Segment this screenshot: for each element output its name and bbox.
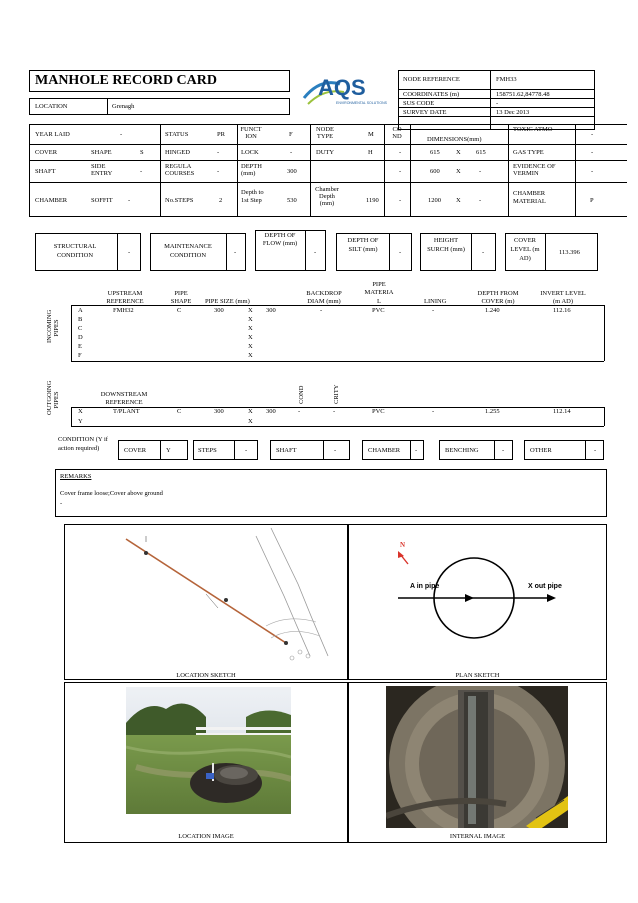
outgoing-row-x: X <box>248 408 253 415</box>
incoming-row-shape: C <box>177 307 182 314</box>
status-label: STATUS <box>165 131 189 138</box>
location-sketch <box>66 526 346 668</box>
hdr-pipe-shape: PIPE SHAPE <box>170 290 192 306</box>
incoming-row-invert: 112.16 <box>553 307 571 314</box>
dimensions-label: DIMENSIONS(mm) <box>427 136 482 143</box>
page-title: MANHOLE RECORD CARD <box>35 73 217 88</box>
cover-level-label: COVER LEVEL (m AD) <box>510 237 540 262</box>
hdr-crity: CRITY <box>333 384 340 404</box>
cond-other-divider <box>585 440 586 460</box>
cond-benching-divider <box>494 440 495 460</box>
cond-chamber-divider <box>410 440 411 460</box>
sus-code-value: - <box>496 100 499 107</box>
outgoing-row-shape: C <box>177 408 182 415</box>
regula-value: - <box>217 168 220 175</box>
sus-code-label: SUS CODE <box>403 100 435 107</box>
soffit-value: - <box>128 197 131 204</box>
hdr-depth-from-cover: DEPTH FROM COVER (m) <box>477 290 519 306</box>
plan-sketch <box>352 540 602 660</box>
incoming-hline-bottom <box>71 361 604 362</box>
outgoing-row-material: PVC <box>372 408 385 415</box>
gas-type-label: GAS TYPE <box>513 149 544 156</box>
incoming-row-h: 300 <box>266 307 276 314</box>
cond-steps-value: - <box>245 447 248 454</box>
function-value: F <box>289 131 293 138</box>
node-ref-value: FMH33 <box>496 76 517 83</box>
depth-step-label: Depth to 1st Step <box>241 189 264 205</box>
incoming-row-id: D <box>78 334 83 341</box>
grid-vline-7 <box>575 124 576 217</box>
plan-north-label: N <box>400 541 406 549</box>
maintenance-label: MAINTENANCE CONDITION <box>164 243 212 260</box>
depth-step-value: 530 <box>287 197 297 204</box>
outgoing-row-crity: - <box>333 408 336 415</box>
shape-label: SHAPE <box>91 149 112 156</box>
node-ref-divider <box>490 70 491 130</box>
row2-dim2: 615 <box>476 149 486 156</box>
node-ref-hline-4 <box>398 116 595 117</box>
outgoing-hline-bottom <box>71 426 604 427</box>
incoming-row-lining: - <box>432 307 435 314</box>
grid-vline-2 <box>237 124 238 217</box>
hdr-upstream: UPSTREAM REFERENCE <box>106 290 144 306</box>
cond-benching-label: BENCHING <box>445 447 479 454</box>
outgoing-pipes-label <box>46 380 60 420</box>
outgoing-row-cond: - <box>298 408 301 415</box>
logo-text: AQS <box>318 75 366 100</box>
incoming-row-depth: 1.240 <box>485 307 500 314</box>
surch-value: - <box>482 249 485 256</box>
incoming-row-x: X <box>248 352 253 359</box>
grid-hline-2 <box>29 160 627 161</box>
remarks-line2: - <box>60 500 63 507</box>
outgoing-row-ref: T/PLANT <box>113 408 140 415</box>
incoming-row-id: E <box>78 343 82 350</box>
internal-image <box>386 686 568 828</box>
chamber-material-label: CHAMBER MATERIAL <box>513 190 546 206</box>
row2-dim1: 615 <box>430 149 440 156</box>
cond-cover-divider <box>160 440 161 460</box>
hinged-label: HINGED <box>165 149 190 156</box>
soffit-label: SOFFIT <box>91 197 113 204</box>
cond-label: CO ND <box>392 126 402 140</box>
grid-vline-3 <box>310 124 311 217</box>
row4-dim1: 1200 <box>428 197 441 204</box>
outgoing-pipes-text: OUTGOING PIPES <box>46 380 61 415</box>
row2-dim-x: X <box>456 149 461 156</box>
plan-out-label: X out pipe <box>528 583 562 590</box>
row4-dim-x: X <box>456 197 461 204</box>
hdr-material: PIPE MATERIA L <box>364 281 394 305</box>
incoming-row-x: X <box>248 343 253 350</box>
cond-shaft-label: SHAFT <box>276 447 297 454</box>
coords-value: 158751.62,84778.48 <box>496 91 550 98</box>
row3-dim-x: X <box>456 168 461 175</box>
outgoing-row-invert: 112.14 <box>553 408 571 415</box>
row2-cond-value: - <box>399 149 402 156</box>
surch-divider <box>471 233 472 271</box>
regula-label: REGULA COURSES <box>165 163 195 178</box>
grid-vline-1 <box>160 124 161 217</box>
depth-value: 300 <box>287 168 297 175</box>
survey-date-label: SURVEY DATE <box>403 109 447 116</box>
incoming-row-id: A <box>78 307 83 314</box>
condition-label: CONDITION (Y if action required) <box>58 436 108 452</box>
location-image <box>126 687 291 814</box>
chamber-depth-value: 1190 <box>366 197 379 204</box>
incoming-vline-left <box>71 305 72 361</box>
cond-chamber-label: CHAMBER <box>368 447 401 454</box>
outgoing-row-w: 300 <box>214 408 224 415</box>
hdr-invert-level: INVERT LEVEL (m AD) <box>540 290 586 306</box>
cover-level-value: 113.396 <box>559 249 580 256</box>
location-box <box>29 98 290 115</box>
node-ref-hline-3 <box>398 107 595 108</box>
chamber-depth-label: Chamber Depth (mm) <box>315 186 339 207</box>
chamber-label: CHAMBER <box>35 197 68 204</box>
outgoing-vline-right <box>604 407 605 426</box>
incoming-row-id: F <box>78 352 82 359</box>
hdr-downstream: DOWNSTREAM REFERENCE <box>100 391 148 407</box>
plan-sketch-caption: PLAN SKETCH <box>455 672 500 679</box>
lock-label: LOCK <box>241 149 259 156</box>
hdr-backdrop: BACKDROP DIAM (mm) <box>306 290 342 306</box>
incoming-row-id: B <box>78 316 83 323</box>
silt-label: DEPTH OF SILT (mm) <box>347 237 379 253</box>
hdr-cond: COND <box>298 385 305 404</box>
row3-cond-value: - <box>399 168 402 175</box>
location-divider <box>107 98 108 115</box>
grid-hline-3 <box>29 182 627 183</box>
maintenance-value: - <box>234 249 237 256</box>
incoming-row-x: X <box>248 316 253 323</box>
node-type-value: M <box>368 131 374 138</box>
toxic-value: - <box>591 131 594 138</box>
cond-cover-value: Y <box>166 447 171 454</box>
outgoing-row-h: 300 <box>266 408 276 415</box>
incoming-pipes-label <box>46 304 60 352</box>
incoming-row-w: 300 <box>214 307 224 314</box>
structural-value: - <box>128 249 131 256</box>
incoming-row-x: X <box>248 307 253 314</box>
cond-cover-label: COVER <box>124 447 147 454</box>
outgoing-row-depth: 1.255 <box>485 408 500 415</box>
row3-dim1: 600 <box>430 168 440 175</box>
outgoing-row-lining: - <box>432 408 435 415</box>
cond-shaft-value: - <box>334 447 337 454</box>
node-ref-hline-1 <box>398 89 595 90</box>
surch-label: HEIGHT SURCH (mm) <box>427 237 465 253</box>
hdr-lining: LINING <box>424 298 447 305</box>
logo-subtext: ENVIRONMENTAL SOLUTIONS <box>336 101 387 105</box>
grid-hline-1 <box>29 144 627 145</box>
node-type-label: NODE TYPE <box>315 126 335 140</box>
node-ref-label: NODE REFERENCE <box>403 76 460 83</box>
cond-other-value: - <box>594 447 597 454</box>
company-logo <box>300 74 390 112</box>
year-laid-label: YEAR LAID <box>35 131 70 138</box>
hdr-pipe-size: PIPE SIZE (mm) <box>205 298 250 305</box>
row3-dim2: - <box>479 168 482 175</box>
location-label: LOCATION <box>35 103 68 110</box>
incoming-row-ref: FMH32 <box>113 307 134 314</box>
toxic-label: TOXIC ATMO <box>513 126 553 133</box>
location-value: Grenagh <box>112 103 135 110</box>
cond-shaft-divider <box>323 440 324 460</box>
steps-value: 2 <box>219 197 223 204</box>
row4-cond-value: - <box>399 197 402 204</box>
depth-label: DEPTH (mm) <box>241 163 262 178</box>
lock-value: - <box>290 149 293 156</box>
vermin-label: EVIDENCE OF VERMIN <box>513 163 556 178</box>
outgoing-vline-left <box>71 407 72 426</box>
remarks-line1: Cover frame loose;Cover above ground <box>60 490 163 497</box>
outgoing-row-id: Y <box>78 418 83 425</box>
hinged-value: - <box>217 149 220 156</box>
flow-value: - <box>314 249 317 256</box>
duty-label: DUTY <box>316 149 335 156</box>
row4-dim2: - <box>479 197 482 204</box>
incoming-row-x: X <box>248 325 253 332</box>
side-entry-value: - <box>140 168 143 175</box>
cond-chamber-value: - <box>415 447 418 454</box>
node-ref-hline-2 <box>398 98 595 99</box>
structural-divider <box>117 233 118 271</box>
grid-vline-5 <box>410 124 411 217</box>
side-entry-label: SIDE ENTRY <box>91 163 113 178</box>
remarks-label: REMARKS <box>60 473 92 480</box>
incoming-pipes-text: INCOMING PIPES <box>46 309 61 343</box>
flow-divider <box>305 230 306 271</box>
cond-other-label: OTHER <box>530 447 552 454</box>
coords-label: COORDINATES (m) <box>403 91 460 98</box>
cover-label: COVER <box>35 149 58 156</box>
grid-vline-6 <box>508 124 509 217</box>
maintenance-divider <box>226 233 227 271</box>
incoming-row-id: C <box>78 325 83 332</box>
cond-steps-divider <box>234 440 235 460</box>
chamber-material-value: P <box>590 197 594 204</box>
cond-steps-label: STEPS <box>198 447 217 454</box>
status-value: PR <box>217 131 225 138</box>
structural-label: STRUCTURAL CONDITION <box>53 243 97 260</box>
incoming-vline-right <box>604 305 605 361</box>
flow-label: DEPTH OF FLOW (mm) <box>262 232 298 248</box>
survey-date-value: 13 Dec 2013 <box>496 109 530 116</box>
outgoing-hline-top <box>71 407 604 408</box>
shape-value: S <box>140 149 144 156</box>
year-laid-value: - <box>120 131 123 138</box>
outgoing-row-x: X <box>248 418 253 425</box>
duty-value: H <box>368 149 373 156</box>
grid-vline-4 <box>384 124 385 217</box>
location-sketch-caption: LOCATION SKETCH <box>176 672 236 679</box>
location-image-caption: LOCATION IMAGE <box>178 833 234 840</box>
silt-value: - <box>399 249 402 256</box>
silt-divider <box>389 233 390 271</box>
cover-level-divider <box>545 233 546 271</box>
incoming-row-backdrop: - <box>320 307 323 314</box>
vermin-value: - <box>591 168 594 175</box>
plan-in-label: A in pipe <box>410 583 440 590</box>
outgoing-row-id: X <box>78 408 83 415</box>
function-label: FUNCT ION <box>240 126 262 141</box>
incoming-row-x: X <box>248 334 253 341</box>
steps-label: No.STEPS <box>165 197 194 204</box>
cond-benching-value: - <box>502 447 505 454</box>
shaft-label: SHAFT <box>35 168 56 175</box>
internal-image-caption: INTERNAL IMAGE <box>449 833 506 840</box>
incoming-row-material: PVC <box>372 307 385 314</box>
gas-type-value: - <box>591 149 594 156</box>
incoming-hline-top <box>71 305 604 306</box>
